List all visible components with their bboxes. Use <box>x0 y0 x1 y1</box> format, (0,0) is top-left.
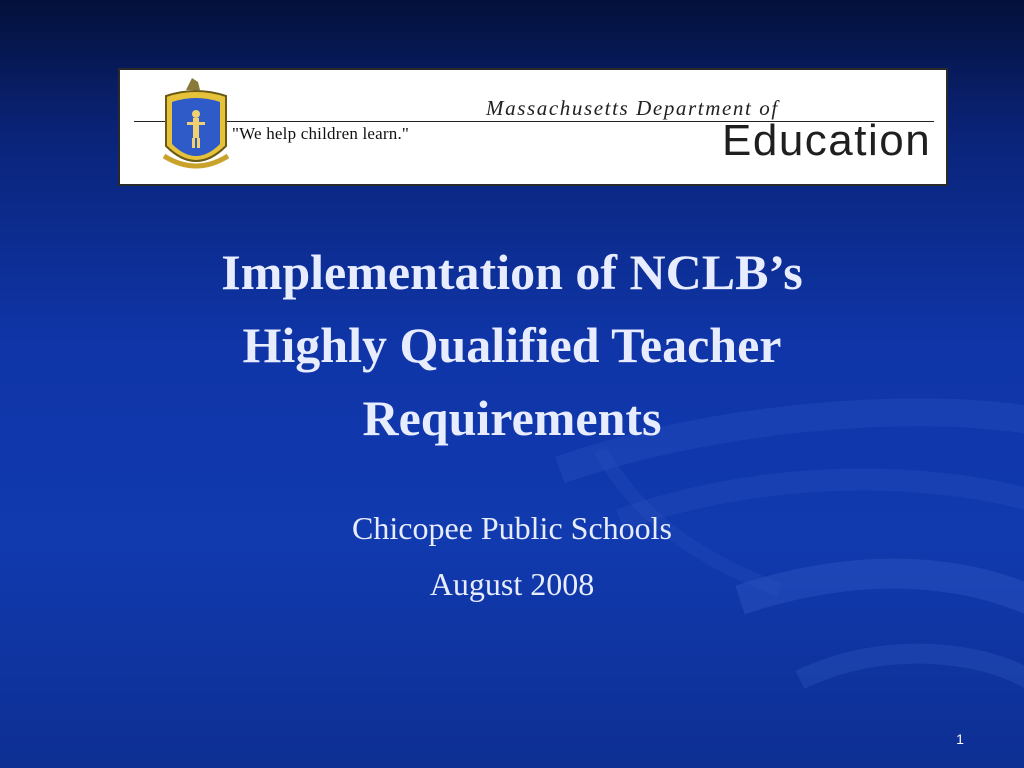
title-line: Highly Qualified Teacher <box>242 317 782 373</box>
banner-department: Massachusetts Department of <box>486 96 779 120</box>
department-banner <box>118 68 948 186</box>
banner-education: Education <box>722 116 932 165</box>
banner-motto: "We help children learn." <box>232 124 410 143</box>
title-line: Implementation of NCLB’s <box>221 244 803 300</box>
title-line: Requirements <box>362 390 662 446</box>
massachusetts-seal-icon <box>156 76 236 182</box>
subtitle-date: August 2008 <box>429 566 595 602</box>
slide-number: 1 <box>956 731 964 747</box>
slide-title <box>112 236 912 455</box>
slide-subtitle <box>112 500 912 612</box>
subtitle-organization: Chicopee Public Schools <box>352 510 672 546</box>
